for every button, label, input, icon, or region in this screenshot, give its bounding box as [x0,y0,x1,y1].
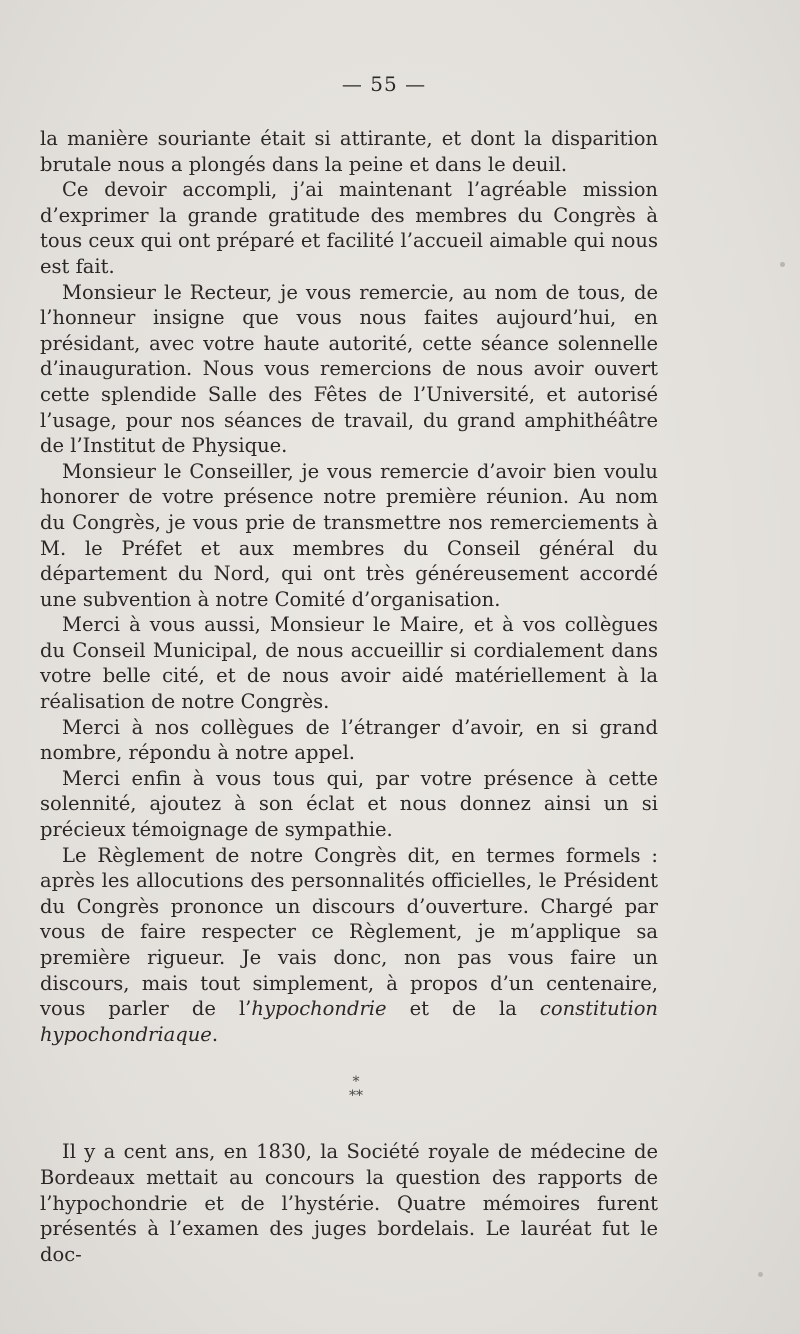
paragraph-4: Monsieur le Conseiller, je vous remercie d’avoir bien voulu honorer de votre présence notre première réunion. Au nom du Congrès, je vous prie de transmettre nos remerciements à M. le Préfet et aux membres du Conseil général du département du Nord, qui ont très généreusement accordé une subvention à notre Comité d’organisation. [40,459,658,611]
paragraph-3: Monsieur le Recteur, je vous remercie, au nom de tous, de l’honneur insigne que vous nous faites aujourd’hui, en présidant, avec votre haute autorité, cette séance solennelle d’inauguration. Nous vous remercions de nous avoir ouvert cette splendide Salle des Fêtes de l’Université, et autorisé l’usage, pour nos séances de travail, du grand amphithéâtre de l’Institut de Physique. [40,280,658,458]
page-body [40,72,658,1267]
paragraph-7: Merci enfin à vous tous qui, par votre présence à cette solennité, ajoutez à son éclat et nous donnez ainsi un si précieux témoignage de sympathie. [40,766,658,842]
section-asterism [40,1075,658,1103]
paragraph-1: la manière souriante était si attirante, et dont la disparition brutale nous a plongés dans la peine et dans le deuil. [40,127,658,176]
closing-paragraph: Il y a cent ans, en 1830, la Société royale de médecine de Bordeaux mettait au concours la question des rapports de l’hypochondrie et de l’hystérie. Quatre mémoires furent présentés à l’examen des juges bordelais. Le lauréat fut le doc- [40,1140,658,1266]
paragraph-8 [40,843,658,1048]
italic-hypochondrie: hypochondrie [251,997,387,1021]
paragraph-2: Ce devoir accompli, j’ai maintenant l’agréable mission d’exprimer la grande gratitude des membres du Congrès à tous ceux qui ont préparé et facilité l’accueil aimable qui nous est fait. [40,178,658,278]
paragraph-5: Merci à vous aussi, Monsieur le Maire, et à vos collègues du Conseil Municipal, de nous accueillir si cordialement dans votre belle cité, et de nous avoir aidé matériellement à la réalisation de notre Congrès. [40,613,658,714]
italic-constitution: constitution hypochondriaque [40,997,658,1046]
paper-speck [758,1272,763,1277]
asterism-bottom: ** [349,1088,363,1105]
paragraph-8-text: Le Règlement de notre Congrès dit, en termes formels : après les allocutions des personnalités officielles, le Président du Congrès prononce un discours d’ouverture. Chargé par vous de faire respecter ce Règlement, je m’applique sa première rigueur. Je vais donc, non pas vous faire un discours, mais tout simplement, à propos d’un centenaire, vous parler de l’ [40,843,658,1021]
asterism-top: * [352,1074,360,1091]
page-number: — 55 — [341,72,427,96]
paragraph-6: Merci à nos collègues de l’étranger d’avoir, en si grand nombre, répondu à notre appel. [40,715,658,765]
paragraph-8-end: . [211,1022,219,1046]
paper-speck [780,262,785,267]
paragraph-8-mid: et de la [386,997,540,1021]
